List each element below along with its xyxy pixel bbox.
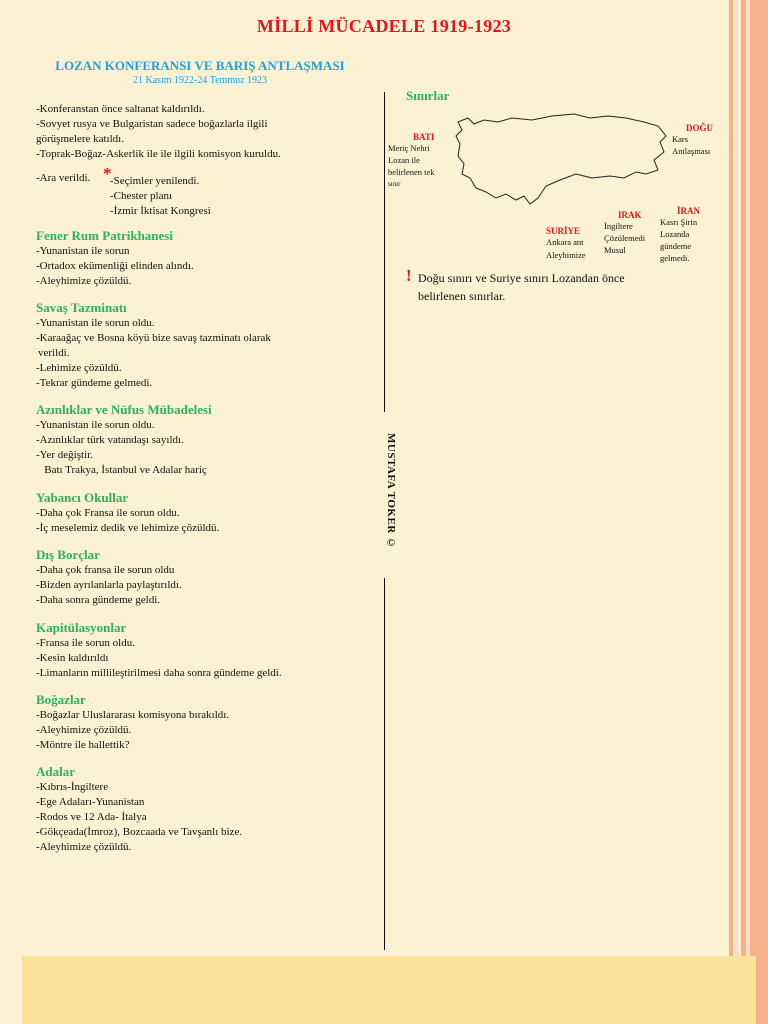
section-line: -Möntre ile hallettik? [36, 739, 130, 751]
star-mark: * [103, 164, 112, 183]
label-dogu: DOĞU [686, 123, 713, 133]
section-line: -Boğazlar Uluslararası komisyona bırakıldı. [36, 709, 230, 721]
conference-dates: 21 Kasım 1922-24 Temmuz 1923 [132, 75, 268, 86]
break-item: -İzmir İktisat Kongresi [110, 205, 211, 217]
footer-band [22, 956, 756, 1024]
suriye-line: Ankara ant [546, 237, 584, 247]
section-line: -Daha sonra gündeme geldi. [36, 594, 161, 606]
section-line: -Daha çok Fransa ile sorun oldu. [36, 507, 180, 519]
section-line: -Aleyhimize çözüldü. [36, 841, 132, 853]
intro-line: -Toprak-Boğaz-Askerlik ile ile ilgili komisyon kuruldu. [36, 148, 281, 160]
divider-top [384, 92, 385, 412]
section-heading: Yabancı Okullar [36, 490, 129, 505]
bati-line: Meriç Nehri [388, 143, 430, 153]
iran-line: gündeme [660, 241, 692, 251]
bati-line: sınır [388, 180, 401, 188]
section-heading: Dış Borçlar [36, 547, 100, 562]
stripe-1 [729, 0, 733, 960]
borders-note: belirlenen sınırlar. [418, 289, 506, 303]
section-line: -Aleyhimize çözüldü. [36, 724, 132, 736]
section-line: -Kesin kaldırıldı [36, 652, 109, 664]
section-line: -Yer değiştir. [36, 449, 93, 461]
section-line: Batı Trakya, İstanbul ve Adalar hariç [36, 464, 207, 476]
intro-line: görüşmelere katıldı. [36, 133, 124, 145]
section-heading: Azınlıklar ve Nüfus Mübadelesi [36, 402, 212, 417]
section-line: -Ortadox ekümenliği elinden alındı. [36, 260, 194, 272]
break-item: -Chester planı [110, 190, 173, 202]
irak-line: Musul [604, 245, 626, 255]
irak-line: Çözülemedi [604, 233, 646, 243]
section-line: -Yunanistan ile sorun oldu. [36, 419, 155, 431]
intro-line: -Konferanstan önce saltanat kaldırıldı. [36, 103, 205, 115]
section-line: -Azınlıklar türk vatandaşı sayıldı. [36, 434, 184, 446]
section-line: -Gökçeada(İmroz), Bozcaada ve Tavşanlı bize. [36, 826, 243, 838]
section-heading: Savaş Tazminatı [36, 300, 127, 315]
dogu-line: Antlaşması [672, 146, 711, 156]
section-line: -Yunanistan ile sorun oldu. [36, 317, 155, 329]
section-line: -İç meselemiz dedik ve lehimize çözüldü. [36, 522, 220, 534]
section-line: -Tekrar gündeme gelmedi. [36, 377, 153, 389]
stripe-2 [735, 0, 739, 960]
vertical-credit: MUSTAFA TOKER © [385, 433, 397, 550]
section-line: -Bizden ayrılanlarla paylaştırıldı. [36, 579, 182, 591]
borders-heading: Sınırlar [406, 88, 450, 103]
section-heading: Fener Rum Patrikhanesi [36, 228, 173, 243]
label-bati: BATI [413, 132, 435, 142]
label-irak: IRAK [618, 210, 642, 220]
break-label: -Ara verildi. [36, 172, 91, 184]
page-title: MİLLİ MÜCADELE 1919-1923 [256, 16, 512, 36]
bati-line: Lozan ile [388, 155, 420, 165]
label-suriye: SURİYE [546, 226, 581, 236]
suriye-line: Aleyhimize [546, 250, 586, 260]
stripe-5 [750, 0, 768, 1024]
iran-line: gelmedi. [660, 253, 690, 263]
section-line: -Limanların millileştirilmesi daha sonra gündeme geldi. [36, 667, 282, 679]
section-line: -Kıbrıs-İngiltere [36, 781, 109, 793]
section-line: -Rodos ve 12 Ada- İtalya [36, 811, 147, 823]
irak-line: İngiltere [604, 221, 633, 231]
section-line: -Yunanistan ile sorun [36, 245, 130, 257]
borders-note: Doğu sınırı ve Suriye sınırı Lozandan önce [418, 271, 625, 285]
section-line: -Fransa ile sorun oldu. [36, 637, 135, 649]
intro-line: -Sovyet rusya ve Bulgaristan sadece boğazlarla ilgili [36, 118, 268, 130]
turkey-map-outline [440, 108, 670, 212]
section-line: -Karaağaç ve Bosna köyü bize savaş tazminatı olarak [36, 332, 271, 344]
divider-bottom [384, 578, 385, 950]
section-line: verildi. [38, 347, 70, 359]
bati-line: belirlenen tek [388, 167, 435, 177]
section-heading: Kapitülasyonlar [36, 620, 127, 635]
section-heading: Adalar [36, 764, 75, 779]
break-item: -Seçimler yenilendi. [110, 175, 200, 187]
section-line: -Daha çok fransa ile sorun oldu [36, 564, 175, 576]
section-heading: Boğazlar [36, 692, 86, 707]
dogu-line: Kars [672, 134, 689, 144]
section-line: -Ege Adaları-Yunanistan [36, 796, 145, 808]
label-iran: İRAN [677, 206, 701, 216]
exclamation-mark: ! [406, 266, 412, 285]
section-line: -Lehimize çözüldü. [36, 362, 122, 374]
iran-line: Kasrı Şirin [660, 217, 698, 227]
conference-title: LOZAN KONFERANSI VE BARIŞ ANTLAŞMASI [55, 58, 345, 73]
section-line: -Aleyhimize çözüldü. [36, 275, 132, 287]
iran-line: Lozanda [660, 229, 690, 239]
